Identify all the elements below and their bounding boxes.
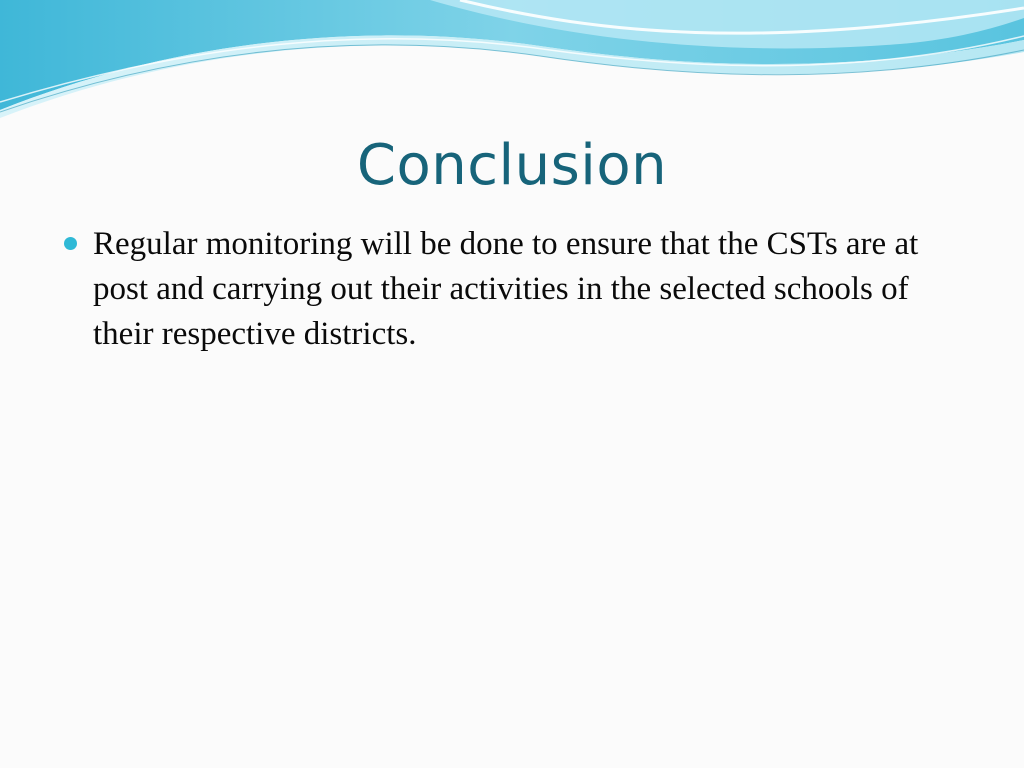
slide-title: Conclusion — [356, 133, 668, 198]
header-wave-decoration — [0, 0, 1024, 130]
bullet-item — [60, 222, 960, 357]
bullet-text: Regular monitoring will be done to ensure that the CSTs are at post and carrying out their activities in the selected schools of their respective districts. — [93, 226, 919, 352]
bullet-list — [60, 222, 960, 357]
bullet-dot-icon — [64, 237, 77, 250]
